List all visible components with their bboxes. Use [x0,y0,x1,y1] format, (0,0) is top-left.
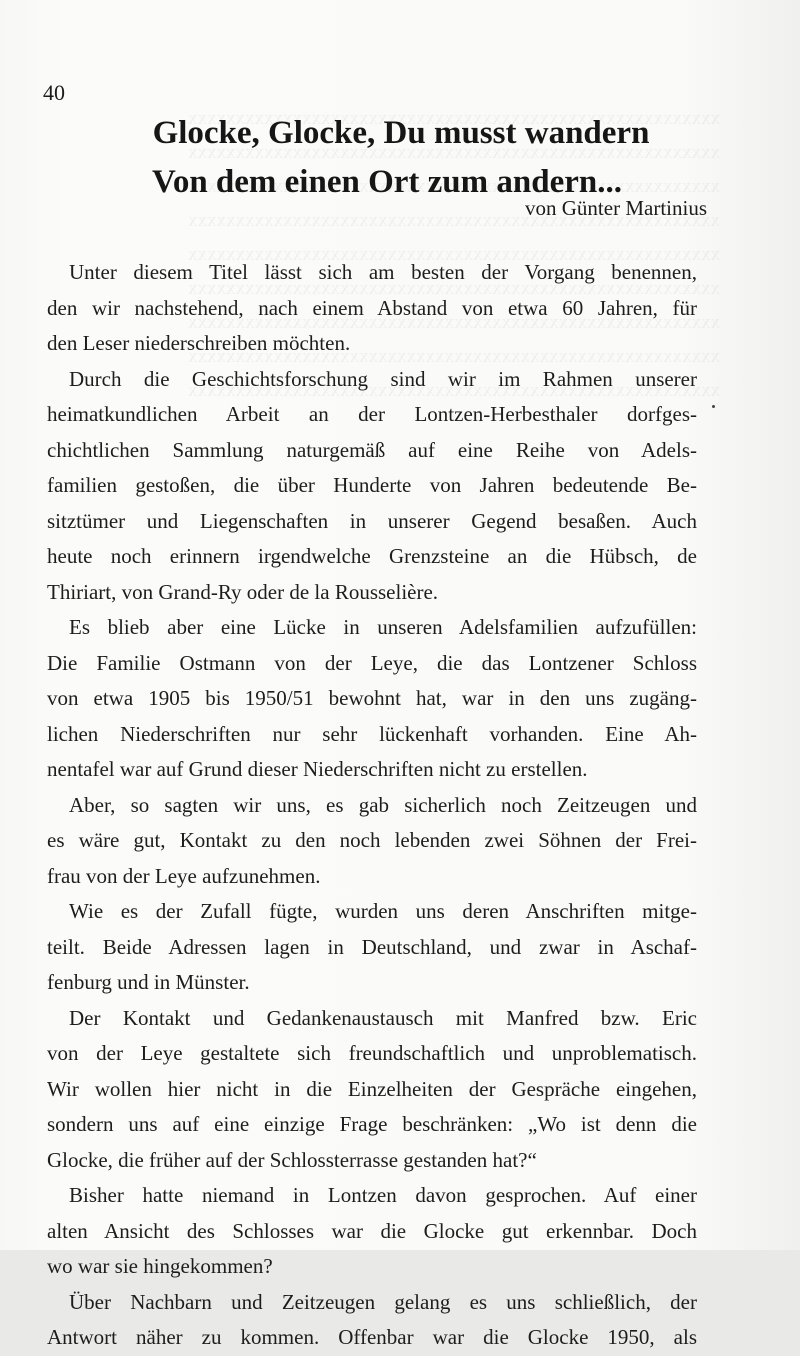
text-line: frau von der Leye aufzunehmen. [47,863,321,888]
text-line: fenburg und in Münster. [47,970,250,994]
text-line: von etwa 1905 bis 1950/51 bewohnt hat, war in den uns zugäng- [47,686,697,710]
text-line: familien gestoßen, die über Hunderte von Jahren bedeutende Be- [47,473,697,497]
text-line: den Leser niederschreiben möchten. [47,331,351,355]
article-body [47,255,697,1356]
text-line: Wie es der Zufall fügte, wurden uns deren Anschriften mitge- [69,899,697,923]
text-line: alten Ansicht des Schlosses war die Glocke gut erkennbar. Doch [47,1218,697,1243]
text-line: es wäre gut, Kontakt zu den noch lebenden zwei Söhnen der Frei- [47,828,697,852]
text-line: von der Leye gestaltete sich freundschaftlich und unproblematisch. [47,1041,697,1065]
text-line: Über Nachbarn und Zeitzeugen gelang es uns schließlich, der [69,1289,697,1314]
text-line: Die Familie Ostmann von der Leye, die das Lontzener Schloss [47,650,697,675]
text-line: Durch die Geschichtsforschung sind wir im Rahmen unserer [69,366,697,391]
text-line: Der Kontakt und Gedankenaustausch mit Manfred bzw. Eric [69,1005,697,1030]
text-line: sondern uns auf eine einzige Frage beschränken: „Wo ist denn die [47,1112,697,1136]
text-line: heute noch erinnern irgendwelche Grenzsteine an die Hübsch, de [47,544,697,568]
text-line: Antwort näher zu kommen. Offenbar war die Glocke 1950, als [47,1325,697,1349]
text-line: wo war sie hingekommen? [47,1254,273,1278]
text-line: Aber, so sagten wir uns, es gab sicherlich noch Zeitzeugen und [69,792,697,817]
text-line: chichtlichen Sammlung naturgemäß auf eine Reihe von Adels- [47,437,697,462]
text-line: Thiriart, von Grand-Ry oder de la Rousselière. [47,579,439,604]
text-line: Glocke, die früher auf der Schlossterrasse gestanden hat?“ [47,1147,537,1172]
text-line: den wir nachstehend, nach einem Abstand von etwa 60 Jahren, für [47,295,697,320]
text-line: Bisher hatte niemand in Lontzen davon gesprochen. Auf einer [69,1183,697,1207]
text-line: Unter diesem Titel lässt sich am besten der Vorgang benennen, [69,260,697,284]
text-line: Es blieb aber eine Lücke in unseren Adelsfamilien aufzufüllen: [69,615,697,639]
text-line: teilt. Beide Adressen lagen in Deutschland, und zwar in Aschaf- [47,934,697,959]
text-line: Wir wollen hier nicht in die Einzelheiten der Gespräche eingehen, [47,1076,697,1101]
page-number: 40 [43,80,65,105]
title-line-2: Von dem einen Ort zum andern... [152,164,622,200]
author-byline: von Günter Martinius [525,196,707,220]
title-line-1: Glocke, Glocke, Du musst wandern [152,115,650,151]
margin-speck [712,405,715,408]
text-line: lichen Niederschriften nur sehr lückenhaft vorhanden. Eine Ah- [47,721,697,746]
text-line: nentafel war auf Grund dieser Niederschriften nicht zu erstellen. [47,757,588,781]
text-line: heimatkundlichen Arbeit an der Lontzen-Herbesthaler dorfges- [47,402,697,426]
text-line: sitztümer und Liegenschaften in unserer Gegend besaßen. Auch [47,508,697,533]
